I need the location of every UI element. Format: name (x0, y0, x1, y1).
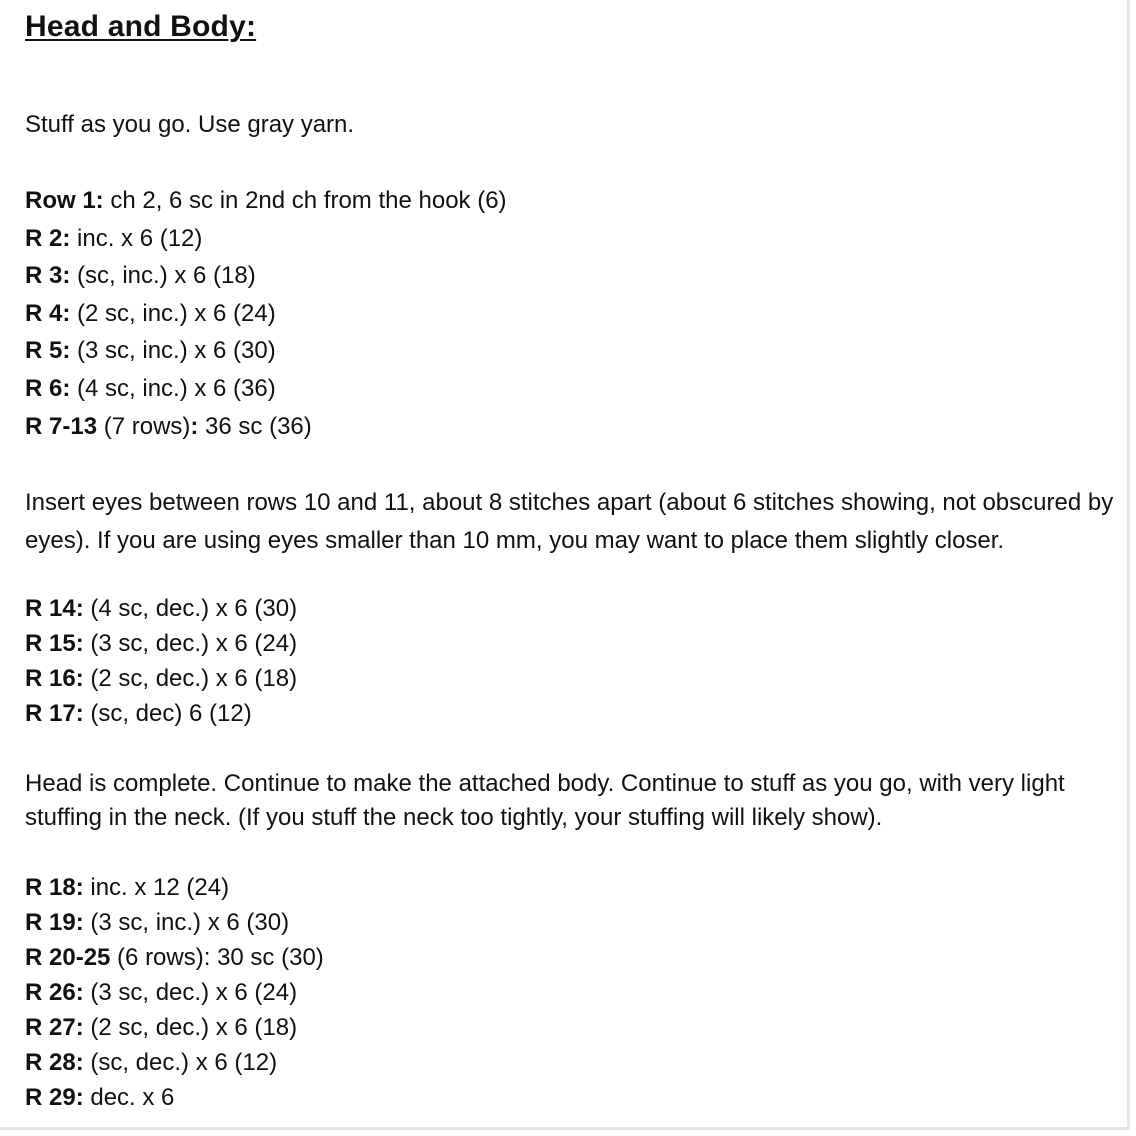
row-instruction (25, 259, 507, 297)
row-text: (3 sc, dec.) x 6 (24) (83, 630, 298, 657)
row-text: (sc, inc.) x 6 (18) (70, 262, 256, 290)
row-text: inc. x 12 (24) (83, 874, 230, 901)
row-text: (2 sc, inc.) x 6 (24) (70, 299, 276, 327)
row-label: R 7-13 (25, 412, 98, 440)
row-instruction (25, 698, 297, 733)
row-instruction (25, 222, 507, 260)
row-label: R 19: (25, 909, 84, 936)
row-list-body (25, 872, 324, 1117)
row-text: inc. x 6 (12) (70, 224, 203, 252)
row-label: R 17: (25, 700, 84, 727)
row-label: R 29: (25, 1084, 84, 1111)
row-list-head-increase (25, 184, 507, 447)
section-title: Head and Body: (25, 10, 257, 43)
row-instruction (25, 628, 297, 663)
body-instruction: Head is complete. Continue to make the attached body. Continue to stuff as you go, with very light stuffing in the neck. (If you stuff the neck too tightly, your stuffing will likely show). (25, 770, 1065, 831)
row-label: R 26: (25, 979, 84, 1006)
row-label: R 6: (25, 374, 71, 402)
row-instruction (25, 593, 297, 628)
row-text: ch 2, 6 sc in 2nd ch from the hook (6) (103, 187, 507, 214)
row-instruction (25, 1012, 324, 1047)
intro-text: Stuff as you go. Use gray yarn. (25, 111, 355, 138)
row-text: (2 sc, dec.) x 6 (18) (83, 1014, 298, 1041)
row-text: dec. x 6 (83, 1084, 175, 1111)
row-instruction (25, 872, 324, 907)
row-label: R 15: (25, 630, 84, 657)
row-instruction (25, 907, 324, 942)
row-instruction (25, 334, 507, 372)
row-text: (3 sc, inc.) x 6 (30) (83, 909, 290, 936)
row-text: (2 sc, dec.) x 6 (18) (83, 665, 298, 692)
row-text: (sc, dec.) x 6 (12) (83, 1049, 278, 1076)
row-instruction (25, 1082, 324, 1117)
row-label: R 2: (25, 224, 71, 252)
row-instruction (25, 942, 324, 977)
row-text: (3 sc, inc.) x 6 (30) (70, 337, 276, 365)
row-colon: : (190, 412, 199, 440)
eyes-instruction: Insert eyes between rows 10 and 11, about 8 stitches apart (about 6 stitches showing, not obscured by eyes). If you are using eyes smaller than 10 mm, you may want to place them slightly closer. (25, 489, 1114, 554)
row-label: R 27: (25, 1014, 84, 1041)
row-label: R 18: (25, 874, 84, 901)
row-text: 36 sc (36) (198, 412, 312, 440)
row-text: (6 rows): 30 sc (30) (110, 944, 324, 971)
row-list-head-decrease (25, 593, 297, 733)
row-count-note: (7 rows) (97, 412, 191, 440)
row-label: R 3: (25, 262, 71, 290)
row-instruction (25, 184, 507, 222)
row-label: R 20-25 (25, 944, 111, 971)
row-text: (sc, dec) 6 (12) (83, 700, 252, 727)
row-instruction (25, 372, 507, 410)
row-instruction (25, 410, 507, 448)
row-instruction (25, 297, 507, 335)
row-label: R 4: (25, 299, 71, 327)
row-label: Row 1: (25, 187, 104, 214)
row-label: R 16: (25, 665, 84, 692)
row-instruction (25, 663, 297, 698)
row-text: (4 sc, dec.) x 6 (30) (83, 595, 298, 622)
row-instruction (25, 977, 324, 1012)
row-text: (4 sc, inc.) x 6 (36) (70, 374, 276, 402)
row-text: (3 sc, dec.) x 6 (24) (83, 979, 298, 1006)
row-instruction (25, 1047, 324, 1082)
row-label: R 14: (25, 595, 84, 622)
row-label: R 5: (25, 337, 71, 365)
row-label: R 28: (25, 1049, 84, 1076)
